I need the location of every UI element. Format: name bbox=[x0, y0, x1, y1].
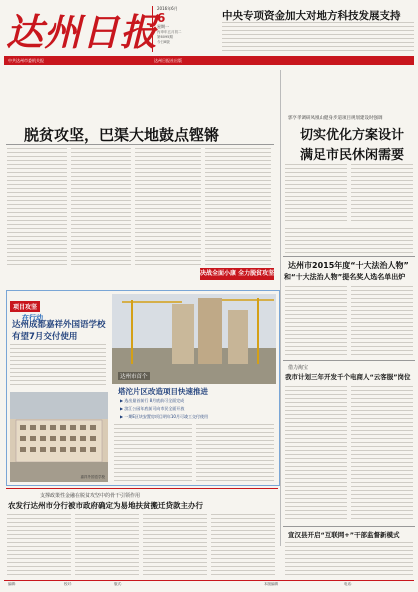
lead-col-4 bbox=[205, 148, 271, 266]
issue-weekday: 星期一 bbox=[157, 24, 169, 29]
lead-col-2 bbox=[71, 148, 131, 266]
lead-banner bbox=[200, 268, 274, 280]
right-mid-text-2 bbox=[351, 286, 413, 356]
footer-item-4: 本版编辑 bbox=[264, 582, 278, 586]
right-mid-headline-1: 达州市2015年度“十大法治人物” bbox=[288, 261, 409, 270]
construction-bullet-1: ▶ 选出最首前行 8月底前可全面完成 bbox=[120, 398, 185, 403]
construction-bullet-2: ▶ 滨江公园年底前可向市民全面开放 bbox=[120, 406, 185, 411]
project-text bbox=[10, 344, 106, 388]
right-top-text-1 bbox=[285, 164, 347, 224]
right-low-text-2 bbox=[351, 386, 413, 522]
footer-strip bbox=[4, 580, 414, 588]
strip-mid-text: 达州日报社出版 bbox=[154, 58, 182, 63]
bottom-text-3 bbox=[143, 514, 207, 576]
right-top-text-3 bbox=[285, 228, 413, 254]
lead-col-1 bbox=[7, 148, 67, 266]
lead-col-3 bbox=[135, 148, 201, 266]
right-bottom-headline: 宣汉县开启“互联网+”干部监督新模式 bbox=[288, 531, 400, 539]
right-top-kicker: 郭亨孝调研凤凰山健身步道项目规划建设时强调 bbox=[288, 116, 383, 121]
lead-headline: 脱贫攻坚，巴渠大地鼓点铿锵 bbox=[24, 126, 220, 144]
project-headline-1: 达州成都嘉祥外国语学校 bbox=[12, 320, 106, 330]
footer-item-1: 编辑： bbox=[8, 582, 19, 586]
issue-line-3: 今日8版 bbox=[157, 40, 170, 44]
school-photo-caption: 嘉祥外国语学校 bbox=[80, 475, 105, 479]
construction-bullet-3: ▶ 一期E区块安置房项目明年10月可竣工交付使用 bbox=[120, 414, 208, 419]
project-tag-2: 在行动 bbox=[22, 314, 43, 322]
project-tag-1: 项目攻坚 bbox=[10, 301, 40, 312]
right-low-kicker: 借力淘宝 bbox=[288, 365, 309, 371]
lead-banner-text: 决战全面小康 全力脱贫攻坚 bbox=[200, 270, 275, 277]
bottom-headline: 农发行达州市分行被市政府确定为易地扶贫搬迁贷款主办行 bbox=[8, 501, 203, 510]
issue-line-2: 第6095期 bbox=[157, 35, 173, 39]
footer-item-3: 版式： bbox=[114, 582, 125, 586]
right-bottom-text bbox=[285, 542, 413, 578]
masthead-logo: 达州日报 bbox=[6, 10, 158, 54]
date-box bbox=[152, 6, 210, 52]
right-top-headline-2: 满足市民休闲需要 bbox=[300, 148, 405, 163]
construction-caption-1: 达州市首个 bbox=[120, 374, 148, 380]
project-headline-2: 有望7月交付使用 bbox=[12, 332, 78, 342]
project-tag bbox=[10, 294, 62, 322]
construction-photo bbox=[112, 294, 276, 384]
bottom-text-4 bbox=[211, 514, 275, 576]
right-mid-text-1 bbox=[285, 286, 347, 356]
masthead-strip bbox=[4, 56, 414, 65]
strip-left-text: 中共达州市委机关报 bbox=[8, 58, 44, 63]
construction-text-2 bbox=[196, 424, 274, 482]
school-photo bbox=[10, 392, 108, 482]
issue-day: 6 bbox=[157, 11, 166, 25]
masthead bbox=[4, 4, 418, 54]
footer-item-5: 电话： bbox=[344, 582, 355, 586]
footer-item-2: 校对： bbox=[64, 582, 75, 586]
construction-caption-2: 塔沱片区改造项目快速推进 bbox=[118, 387, 208, 396]
issue-line-1: 丙申年五月初二 bbox=[157, 30, 182, 34]
right-low-text-1 bbox=[285, 386, 347, 522]
top-headline: 中央专项资金加大对地方科技发展支持 bbox=[222, 10, 401, 22]
construction-illustration bbox=[112, 294, 276, 384]
right-mid-headline-2: 和“十大法治人物”提名奖人选名单出炉 bbox=[284, 273, 406, 281]
top-story-text bbox=[222, 22, 414, 52]
right-low-headline: 我市计划三年开发千个电商人“云客服”岗位 bbox=[285, 373, 411, 381]
bottom-text-2 bbox=[75, 514, 139, 576]
right-top-headline-1: 切实优化方案设计 bbox=[300, 128, 405, 143]
construction-text-1 bbox=[114, 424, 192, 482]
bottom-text-1 bbox=[7, 514, 71, 576]
bottom-kicker: 支撑政策性金融在脱贫攻坚中的骨干引领作用 bbox=[40, 493, 141, 499]
school-building-illustration bbox=[10, 392, 108, 482]
right-top-text-2 bbox=[351, 164, 413, 224]
issue-date: 2016年6月 bbox=[157, 6, 178, 11]
